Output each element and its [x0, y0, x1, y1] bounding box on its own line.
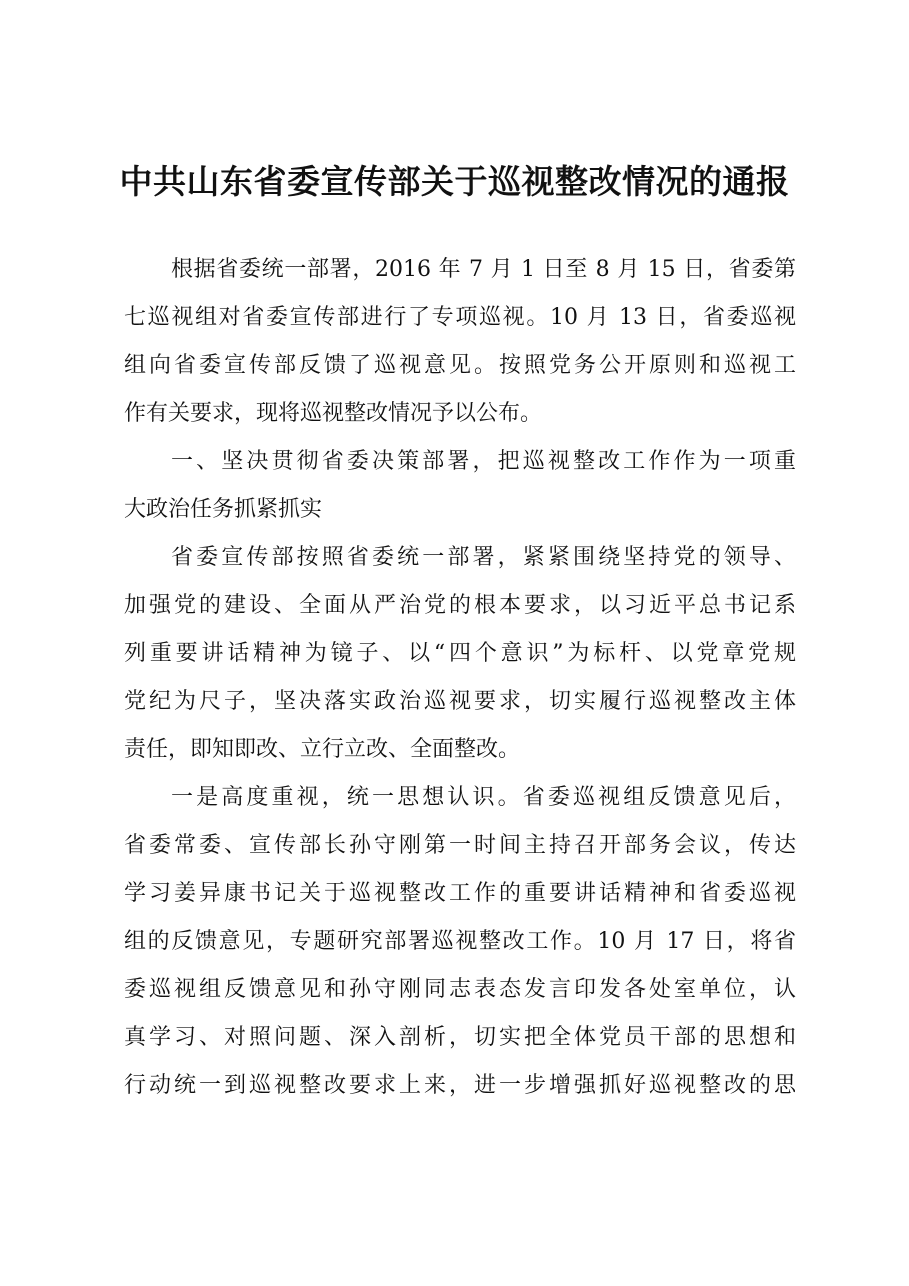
- body-line: 作有关要求，现将巡视整改情况予以公布。: [124, 401, 543, 426]
- body-line: 学习姜异康书记关于巡视整改工作的重要讲话精神和省委巡视: [124, 881, 796, 906]
- body-line: 列重要讲话精神为镜子、以“四个意识”为标杆、以党章党规: [124, 641, 796, 666]
- document-title: 中共山东省委宣传部关于巡视整改情况的通报: [119, 162, 790, 201]
- body-line: 组向省委宣传部反馈了巡视意见。按照党务公开原则和巡视工: [124, 353, 796, 378]
- body-line: 加强党的建设、全面从严治党的根本要求，以习近平总书记系: [124, 593, 796, 618]
- section-heading-line: 大政治任务抓紧抓实: [124, 497, 323, 522]
- body-line: 七巡视组对省委宣传部进行了专项巡视。10 月 13 日，省委巡视: [124, 305, 796, 330]
- body-line: 委巡视组反馈意见和孙守刚同志表态发言印发各处室单位，认: [124, 977, 796, 1002]
- body-line: 省委宣传部按照省委统一部署，紧紧围绕坚持党的领导、: [171, 545, 796, 570]
- body-line: 党纪为尺子，坚决落实政治巡视要求，切实履行巡视整改主体: [124, 689, 796, 714]
- body-line: 责任，即知即改、立行立改、全面整改。: [124, 737, 521, 762]
- body-line: 组的反馈意见，专题研究部署巡视整改工作。10 月 17 日，将省: [124, 929, 796, 954]
- body-line: 根据省委统一部署，2016 年 7 月 1 日至 8 月 15 日，省委第: [171, 257, 796, 282]
- body-line: 省委常委、宣传部长孙守刚第一时间主持召开部务会议，传达: [124, 833, 796, 858]
- section-heading-line: 一、坚决贯彻省委决策部署，把巡视整改工作作为一项重: [171, 449, 796, 474]
- body-line: 一是高度重视，统一思想认识。省委巡视组反馈意见后，: [171, 785, 796, 810]
- body-line: 行动统一到巡视整改要求上来，进一步增强抓好巡视整改的思: [124, 1073, 796, 1098]
- body-line: 真学习、对照问题、深入剖析，切实把全体党员干部的思想和: [124, 1025, 796, 1050]
